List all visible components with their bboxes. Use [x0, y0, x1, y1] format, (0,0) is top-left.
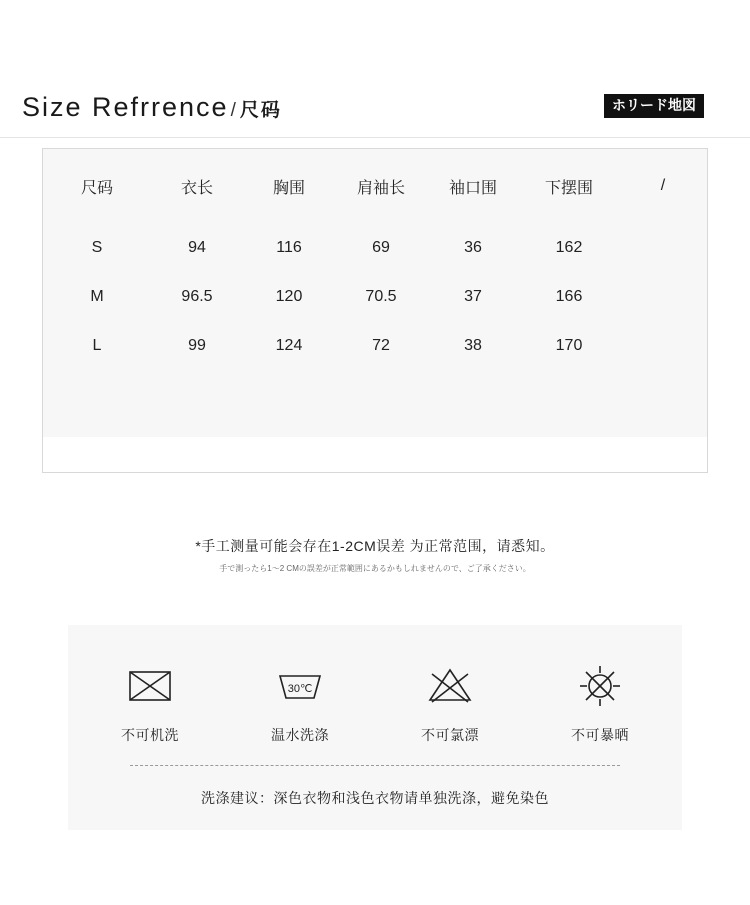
care-instructions-panel: [68, 625, 682, 830]
header-badge: ホリード地図: [604, 94, 704, 118]
measurement-note-sub: 手で測ったら1～2 CMの誤差が正常範囲にあるかもしれませんので、ご了承ください。: [219, 564, 531, 573]
care-label: 温水洗涤: [271, 727, 329, 743]
table-cell: 162: [555, 238, 583, 256]
table-cell: 69: [372, 238, 390, 256]
table-cell: 166: [555, 287, 583, 305]
table-cell-size: M: [90, 287, 104, 305]
measurement-note-main: *手工测量可能会存在1-2CM误差 为正常范围，请悉知。: [195, 538, 555, 554]
table-cell: [619, 321, 707, 370]
size-table: [43, 149, 707, 370]
column-header: 肩袖长: [356, 179, 405, 197]
care-item-no-machine-wash: [98, 657, 202, 745]
table-cell-size: L: [92, 336, 102, 354]
table-cell: [619, 272, 707, 321]
care-label: 不可机洗: [121, 727, 179, 743]
care-divider: [130, 765, 620, 766]
column-header: 胸围: [272, 179, 305, 197]
table-cell: 37: [464, 287, 482, 305]
table-header-row: [43, 149, 707, 223]
care-item-no-chlorine-bleach: [398, 657, 502, 745]
svg-text:30℃: 30℃: [287, 683, 313, 695]
warm-water-wash-icon: [248, 657, 352, 715]
table-cell: 96.5: [181, 287, 213, 305]
table-row: [43, 321, 707, 370]
size-table-container: [42, 148, 708, 473]
table-cell: 72: [372, 336, 390, 354]
table-cell-size: S: [91, 238, 103, 256]
table-cell: 120: [275, 287, 303, 305]
table-cell: 36: [464, 238, 482, 256]
care-label: 不可氯漂: [421, 727, 479, 743]
column-header: 下摆围: [544, 179, 593, 197]
care-label: 不可暴晒: [571, 727, 629, 743]
table-cell: 116: [276, 238, 302, 256]
table-row: [43, 272, 707, 321]
header-divider: [0, 137, 750, 138]
care-item-no-sun-dry: [548, 657, 652, 745]
page-header: [0, 92, 750, 138]
care-icon-row: [68, 657, 682, 745]
table-cell: 170: [555, 336, 583, 354]
no-sun-dry-icon: [548, 657, 652, 715]
column-header: /: [660, 177, 666, 194]
table-row: [43, 223, 707, 272]
table-cell: 124: [275, 336, 303, 354]
column-header: 尺码: [80, 179, 113, 197]
care-item-warm-water-wash: [248, 657, 352, 745]
table-cell: 99: [188, 336, 206, 354]
column-header: 袖口围: [448, 179, 497, 197]
table-cell: 94: [188, 238, 206, 256]
care-advice-text: 洗涤建议：深色衣物和浅色衣物请单独洗涤，避免染色: [201, 790, 549, 806]
table-cell: 70.5: [365, 287, 397, 305]
page-title-cjk: 尺码: [239, 100, 282, 121]
no-machine-wash-icon: [98, 657, 202, 715]
page-title: [22, 92, 282, 123]
column-header: 衣长: [180, 179, 213, 197]
table-cell: 38: [464, 336, 482, 354]
no-chlorine-bleach-icon: [398, 657, 502, 715]
table-cell: [619, 223, 707, 272]
measurement-note: [0, 536, 750, 574]
page-title-latin: Size Refrrence: [22, 92, 229, 122]
page-title-slash: /: [230, 100, 238, 121]
